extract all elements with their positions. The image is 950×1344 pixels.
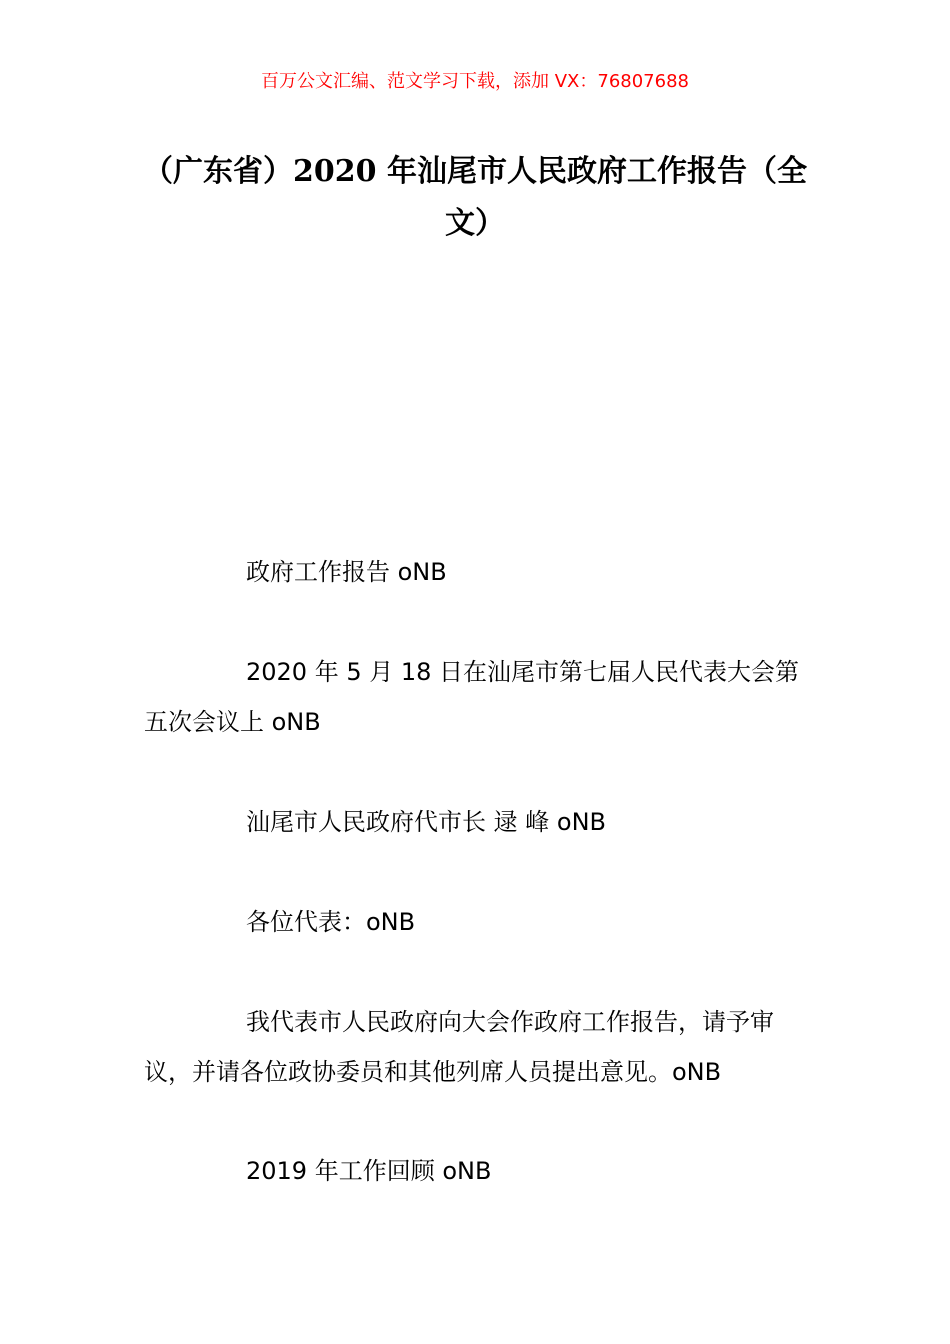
paragraph-date-meeting: 2020 年 5 月 18 日在汕尾市第七届人民代表大会第五次会议上 oNB [144,658,800,736]
paragraph-report-label: 政府工作报告 oNB [246,558,447,586]
paragraph-salutation: 各位代表：oNB [246,908,416,936]
paragraph-speaker: 汕尾市人民政府代市长 逯 峰 oNB [246,808,606,836]
paragraph-intro: 我代表市人民政府向大会作政府工作报告，请予审议，并请各位政协委员和其他列席人员提出意见。oNB [144,1008,774,1086]
document-title: （广东省）2020 年汕尾市人民政府工作报告（全文） [143,154,807,241]
paragraph-section-heading: 2019 年工作回顾 oNB [246,1157,492,1185]
header-note: 百万公文汇编、范文学习下载，添加 VX：76807688 [261,71,689,92]
